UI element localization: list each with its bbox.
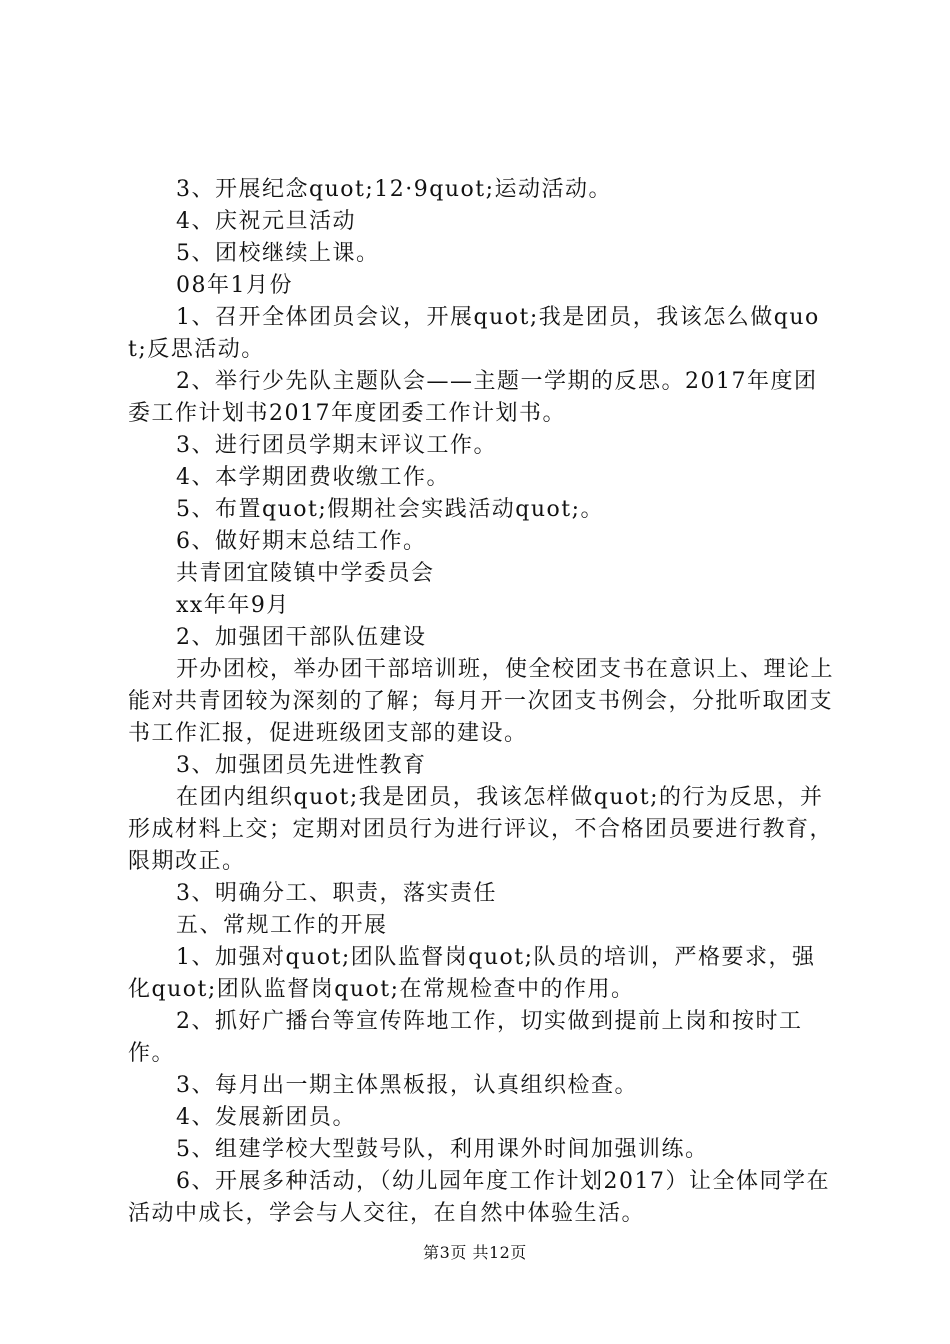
paragraph-15: 3、加强团员先进性教育 xyxy=(176,753,427,778)
paragraph-8: 4、本学期团费收缴工作。 xyxy=(176,465,450,490)
paragraph-5: 1、召开全体团员会议，开展quot;我是团员，我该怎么做quot;反思活动。 xyxy=(128,305,820,362)
paragraph-22: 4、发展新团员。 xyxy=(176,1105,356,1130)
paragraph-11: 共青团宜陵镇中学委员会 xyxy=(176,561,435,586)
paragraph-19: 1、加强对quot;团队监督岗quot;队员的培训，严格要求，强化quot;团队监督岗quot;在常规检查中的作用。 xyxy=(128,945,816,1002)
paragraph-20: 2、抓好广播台等宣传阵地工作，切实做到提前上岗和按时工作。 xyxy=(128,1009,803,1066)
paragraph-2: 4、庆祝元旦活动 xyxy=(176,209,356,234)
paragraph-12: xx年年9月 xyxy=(176,593,290,618)
paragraph-17: 3、明确分工、职责，落实责任 xyxy=(176,881,497,906)
paragraph-9: 5、布置quot;假期社会实践活动quot;。 xyxy=(176,497,604,522)
paragraph-6: 2、举行少先队主题队会——主题一学期的反思。2017年度团委工作计划书2017年度团委工作计划书。 xyxy=(128,369,818,426)
paragraph-16: 在团内组织quot;我是团员，我该怎样做quot;的行为反思，并形成材料上交；定期对团员行为进行评议，不合格团员要进行教育，限期改正。 xyxy=(128,785,834,874)
paragraph-3: 5、团校继续上课。 xyxy=(176,241,380,266)
paragraph-14: 开办团校，举办团干部培训班，使全校团支书在意识上、理论上能对共青团较为深刻的了解；每月开一次团支书例会，分批听取团支书工作汇报，促进班级团支部的建设。 xyxy=(128,657,835,746)
paragraph-24: 6、开展多种活动，（幼儿园年度工作计划2017）让全体同学在活动中成长，学会与人交往，在自然中体验生活。 xyxy=(128,1169,830,1226)
paragraph-18: 五、常规工作的开展 xyxy=(176,913,388,938)
document-body xyxy=(128,174,834,1230)
paragraph-10: 6、做好期末总结工作。 xyxy=(176,529,427,554)
paragraph-7: 3、进行团员学期末评议工作。 xyxy=(176,433,497,458)
paragraph-1: 3、开展纪念quot;12·9quot;运动活动。 xyxy=(176,177,612,202)
paragraph-4: 08年1月份 xyxy=(176,273,293,298)
page-number-footer: 第3页 共12页 xyxy=(423,1243,527,1262)
paragraph-13: 2、加强团干部队伍建设 xyxy=(176,625,427,650)
paragraph-21: 3、每月出一期主体黑板报，认真组织检查。 xyxy=(176,1073,638,1098)
paragraph-23: 5、组建学校大型鼓号队，利用课外时间加强训练。 xyxy=(176,1137,709,1162)
